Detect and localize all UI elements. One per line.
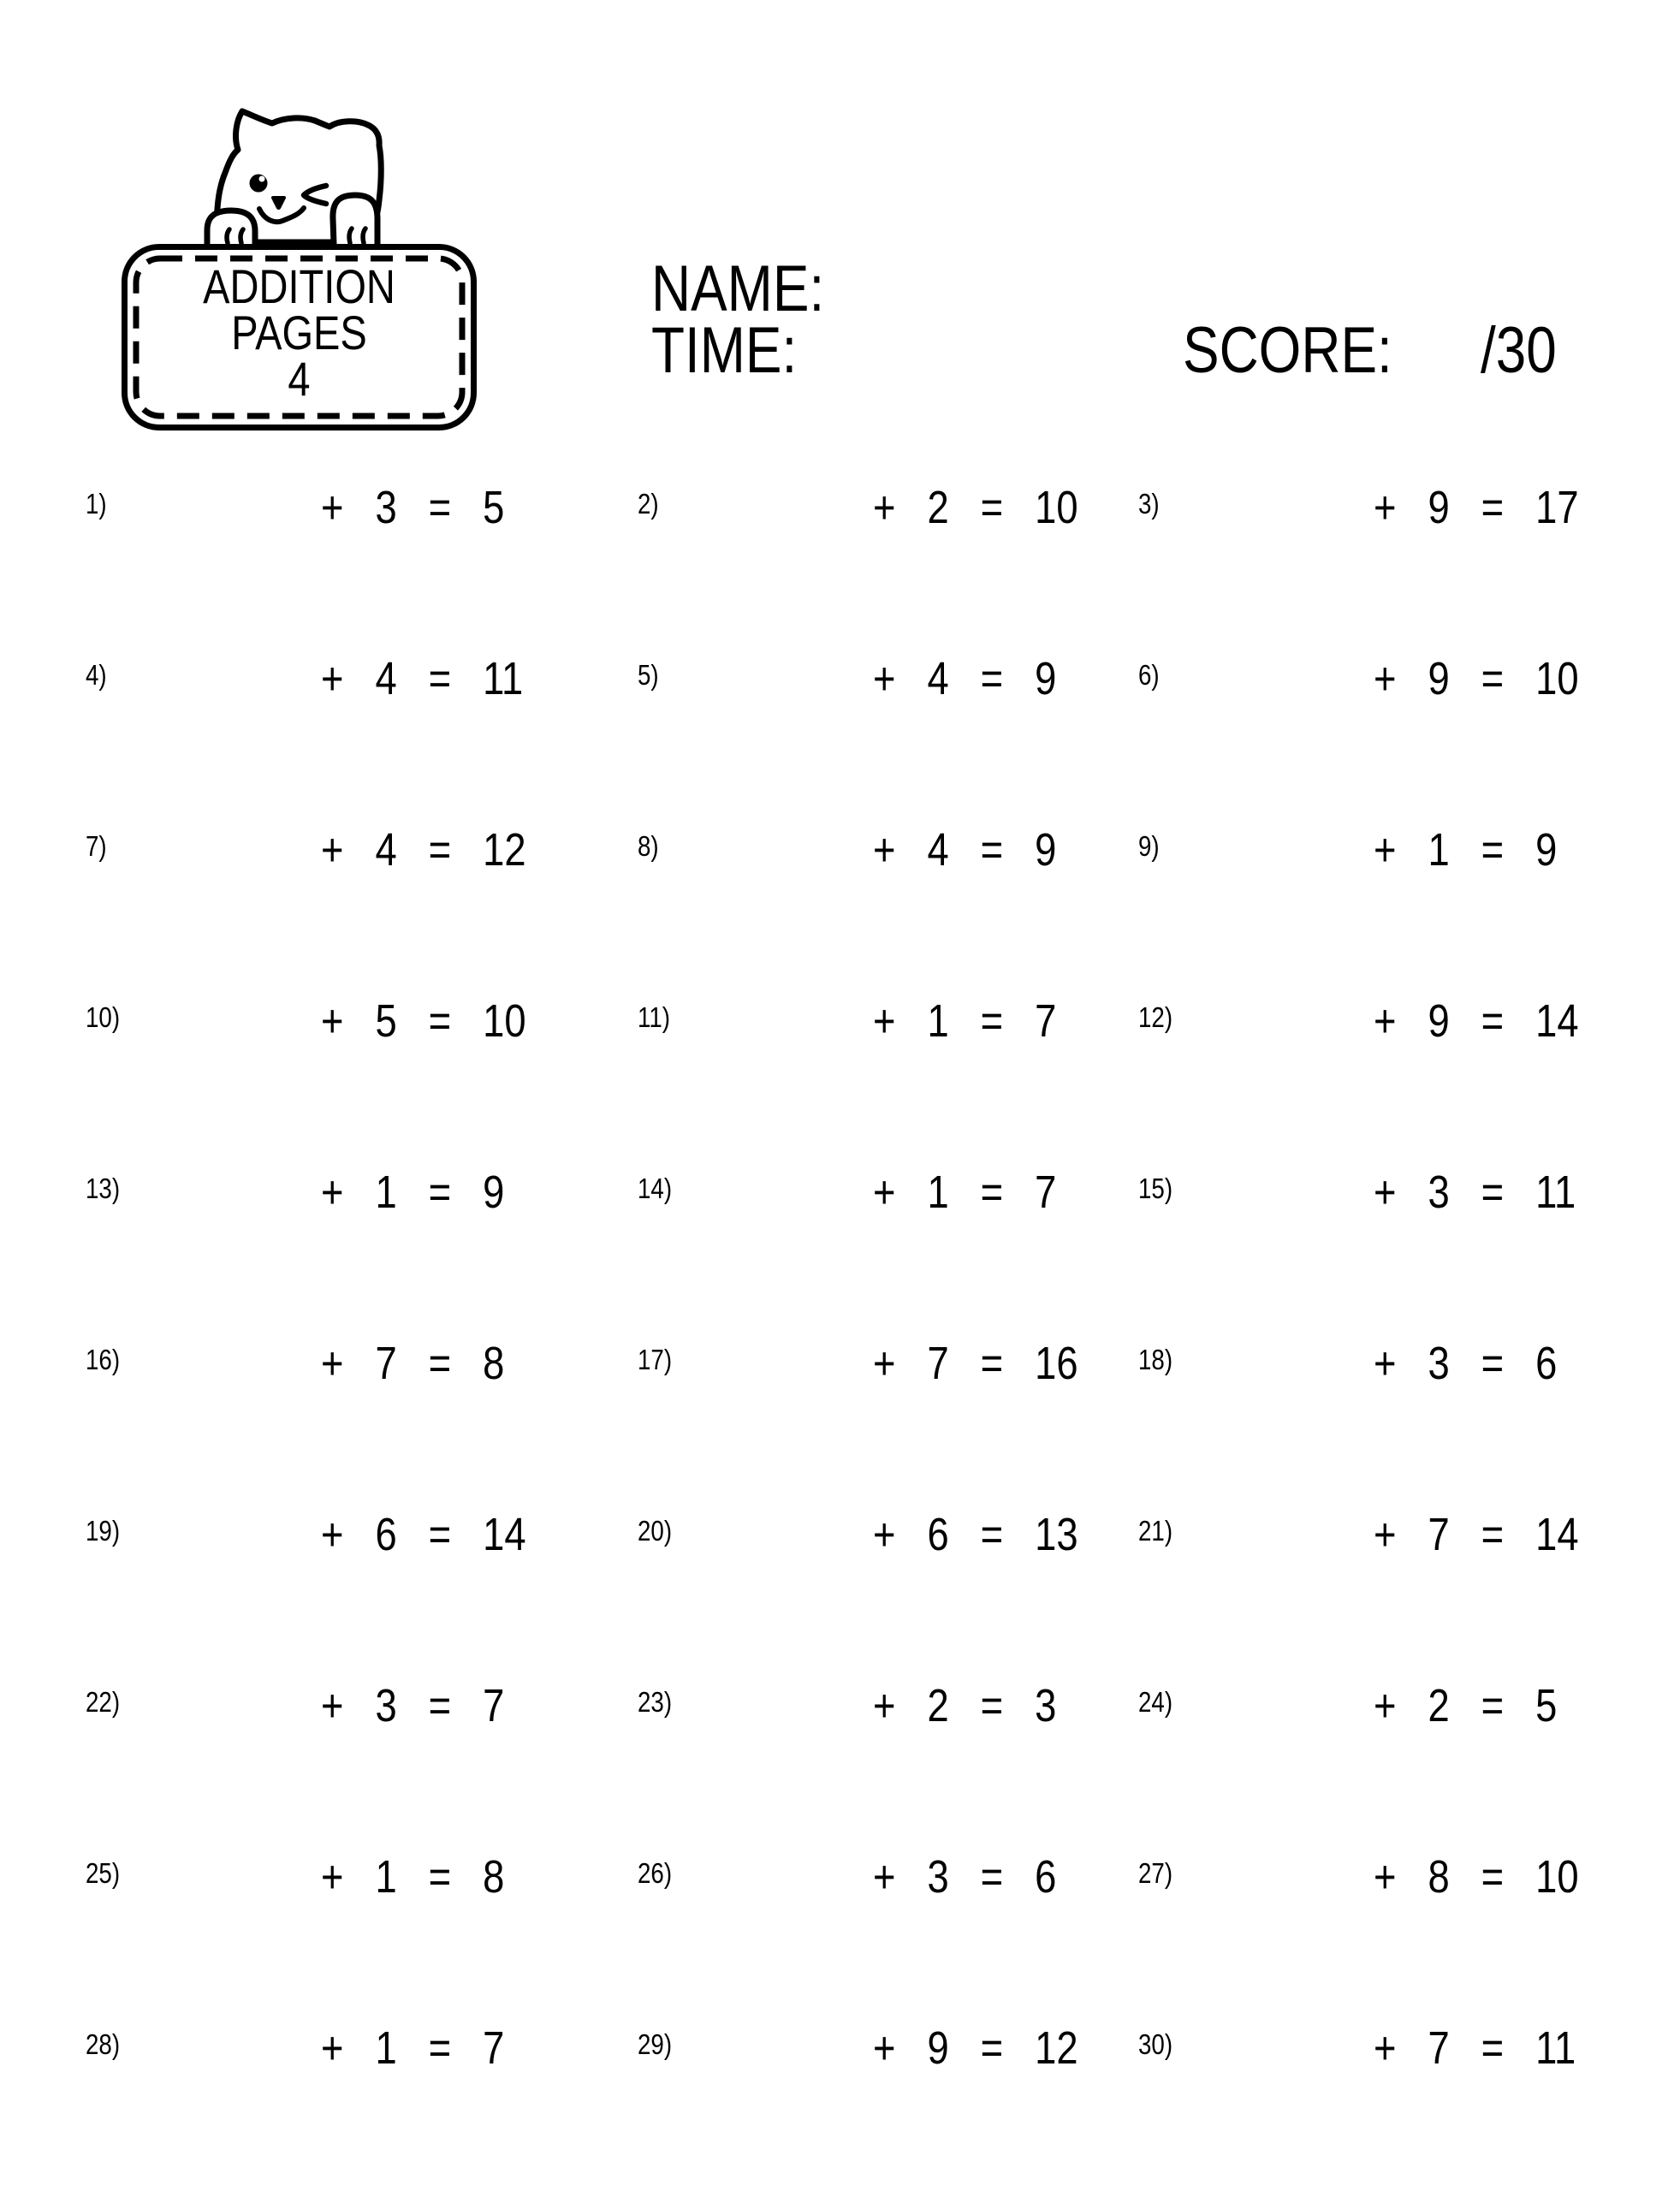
addend-value: 7 bbox=[1428, 2022, 1450, 2074]
answer-blank[interactable] bbox=[180, 998, 321, 1044]
addend-value: 1 bbox=[375, 1851, 397, 1903]
addend-value: 2 bbox=[927, 1680, 949, 1731]
problem-number-text: 30) bbox=[1138, 2028, 1173, 2060]
problem-number bbox=[1138, 1169, 1232, 1202]
problem-number bbox=[86, 2025, 180, 2058]
problem-cell bbox=[1138, 484, 1680, 656]
plus-sign: + bbox=[873, 2022, 896, 2074]
cat-eye-highlight bbox=[259, 176, 265, 182]
addend-value: 3 bbox=[1428, 1167, 1450, 1218]
addend-value: 9 bbox=[927, 2022, 949, 2074]
sum-value: 7 bbox=[483, 1680, 505, 1731]
plus-sign: + bbox=[1374, 1338, 1397, 1389]
problem-cell bbox=[638, 1169, 1138, 1340]
problem-number-text: 17) bbox=[638, 1344, 673, 1375]
problem-number-text: 28) bbox=[86, 2028, 121, 2060]
plus-sign: + bbox=[873, 995, 896, 1047]
problem-number bbox=[1138, 1511, 1232, 1545]
problem-number-text: 18) bbox=[1138, 1344, 1173, 1375]
problem-cell bbox=[1138, 653, 1680, 827]
problem-number-text: 11) bbox=[638, 1001, 671, 1033]
title-badge bbox=[122, 244, 477, 430]
problem-cell bbox=[86, 1680, 638, 1854]
equation bbox=[321, 484, 504, 531]
addend-value: 3 bbox=[927, 1851, 949, 1903]
plus-sign: + bbox=[1374, 482, 1397, 533]
problem-cell bbox=[638, 1680, 1138, 1854]
addend-value: 6 bbox=[927, 1509, 949, 1560]
problem-number-text: 24) bbox=[1138, 1686, 1173, 1718]
sum-value: 14 bbox=[1535, 995, 1579, 1047]
problem-cell bbox=[86, 824, 638, 998]
equals-sign: = bbox=[1481, 1338, 1505, 1389]
equals-sign: = bbox=[428, 824, 452, 876]
addend-value: 4 bbox=[375, 653, 397, 704]
problem-number bbox=[1138, 656, 1232, 689]
addend-value: 4 bbox=[375, 824, 397, 876]
plus-sign: + bbox=[1374, 1851, 1397, 1903]
problem-number-text: 16) bbox=[86, 1344, 121, 1375]
problem-number-text: 25) bbox=[86, 1857, 121, 1889]
plus-sign: + bbox=[1374, 1167, 1397, 1218]
equals-sign: = bbox=[1481, 995, 1505, 1047]
problem-cell bbox=[86, 995, 638, 1169]
addend-value: 3 bbox=[375, 1680, 397, 1731]
answer-blank[interactable] bbox=[1232, 2025, 1374, 2071]
problem-number-text: 20) bbox=[638, 1515, 673, 1547]
sum-value: 3 bbox=[1035, 1680, 1057, 1731]
equals-sign: = bbox=[428, 1167, 452, 1218]
problem-number bbox=[86, 998, 180, 1031]
answer-blank[interactable] bbox=[180, 1169, 321, 1215]
addend-value: 1 bbox=[927, 995, 949, 1047]
badge-title-line2: PAGES bbox=[231, 306, 367, 359]
problem-number bbox=[1138, 998, 1232, 1031]
answer-blank[interactable] bbox=[180, 656, 321, 702]
problem-number-text: 26) bbox=[638, 1857, 673, 1889]
equation bbox=[321, 1680, 505, 1731]
sum-value: 14 bbox=[1535, 1509, 1579, 1560]
sum-value: 10 bbox=[1035, 482, 1078, 533]
plus-sign: + bbox=[873, 1167, 896, 1218]
equation bbox=[321, 653, 524, 704]
problem-number-text: 23) bbox=[638, 1686, 673, 1718]
problem-number-text: 1) bbox=[86, 488, 107, 520]
problem-number-text: 6) bbox=[1138, 659, 1160, 691]
problem-number bbox=[86, 1511, 180, 1545]
problem-cell bbox=[86, 1169, 638, 1340]
addend-value: 7 bbox=[927, 1338, 949, 1389]
sum-value: 12 bbox=[1035, 2022, 1078, 2074]
problem-number bbox=[86, 1854, 180, 1887]
sum-value: 5 bbox=[1535, 1680, 1558, 1731]
answer-blank[interactable] bbox=[180, 1340, 321, 1386]
equation bbox=[873, 484, 1078, 531]
cat-left-paw bbox=[207, 211, 255, 244]
sum-value: 5 bbox=[483, 482, 505, 533]
equation bbox=[1374, 1680, 1558, 1731]
problem-number-text: 12) bbox=[1138, 1001, 1173, 1033]
problem-number bbox=[638, 1683, 732, 1716]
answer-blank[interactable] bbox=[180, 1854, 321, 1900]
equals-sign: = bbox=[428, 2022, 452, 2074]
problem-number bbox=[86, 1169, 180, 1202]
sum-value: 7 bbox=[1035, 995, 1057, 1047]
equation bbox=[1374, 484, 1579, 531]
equation bbox=[1374, 1167, 1576, 1218]
equals-sign: = bbox=[980, 2022, 1004, 2074]
addend-value: 4 bbox=[927, 824, 949, 876]
problem-cell bbox=[1138, 1680, 1680, 1854]
sum-value: 8 bbox=[483, 1338, 505, 1389]
problem-cell bbox=[638, 653, 1138, 827]
problem-number-text: 19) bbox=[86, 1515, 121, 1547]
problem-number bbox=[638, 656, 732, 689]
answer-blank[interactable] bbox=[732, 1683, 873, 1729]
plus-sign: + bbox=[1374, 653, 1397, 704]
problem-cell bbox=[1138, 1851, 1680, 2025]
addend-value: 3 bbox=[1428, 1338, 1450, 1389]
sum-value: 10 bbox=[1535, 653, 1579, 704]
equation bbox=[1374, 995, 1579, 1047]
problem-cell bbox=[638, 484, 1138, 656]
plus-sign: + bbox=[873, 653, 896, 704]
equation bbox=[1374, 1338, 1558, 1389]
equation bbox=[873, 1680, 1057, 1731]
problem-number bbox=[638, 998, 732, 1031]
problem-cell bbox=[86, 1511, 638, 1683]
badge-title-line1: ADDITION bbox=[203, 259, 395, 313]
equation bbox=[321, 824, 526, 876]
problem-number bbox=[1138, 1854, 1232, 1887]
sum-value: 7 bbox=[483, 2022, 505, 2074]
addend-value: 1 bbox=[1428, 824, 1450, 876]
addend-value: 7 bbox=[375, 1338, 397, 1389]
answer-blank[interactable] bbox=[1232, 484, 1374, 531]
sum-value: 6 bbox=[1035, 1851, 1057, 1903]
problem-number-text: 29) bbox=[638, 2028, 673, 2060]
plus-sign: + bbox=[1374, 1680, 1397, 1731]
problem-cell bbox=[638, 824, 1138, 998]
equation bbox=[1374, 1851, 1579, 1903]
addend-value: 9 bbox=[1428, 653, 1450, 704]
problem-cell bbox=[638, 1851, 1138, 2025]
problem-number-text: 3) bbox=[1138, 488, 1160, 520]
winking-cat-illustration bbox=[193, 75, 407, 244]
equation bbox=[321, 1511, 526, 1558]
plus-sign: + bbox=[321, 653, 344, 704]
problem-number bbox=[1138, 2025, 1232, 2058]
equals-sign: = bbox=[1481, 2022, 1505, 2074]
problem-number-text: 21) bbox=[1138, 1515, 1173, 1547]
cat-right-paw bbox=[333, 195, 377, 244]
equals-sign: = bbox=[428, 995, 452, 1047]
equation bbox=[1374, 1511, 1579, 1558]
plus-sign: + bbox=[1374, 995, 1397, 1047]
problem-number-text: 4) bbox=[86, 659, 107, 691]
problems-grid bbox=[86, 484, 1680, 2191]
plus-sign: + bbox=[1374, 1509, 1397, 1560]
equals-sign: = bbox=[428, 1851, 452, 1903]
equation bbox=[873, 1338, 1078, 1389]
sum-value: 8 bbox=[483, 1851, 505, 1903]
sum-value: 11 bbox=[483, 653, 524, 704]
equation bbox=[321, 1851, 505, 1903]
sum-value: 13 bbox=[1035, 1509, 1078, 1560]
answer-blank[interactable] bbox=[1232, 998, 1374, 1044]
problem-cell bbox=[638, 1511, 1138, 1683]
answer-blank[interactable] bbox=[1232, 1683, 1374, 1729]
plus-sign: + bbox=[321, 1509, 344, 1560]
answer-blank[interactable] bbox=[732, 656, 873, 702]
problem-number-text: 15) bbox=[1138, 1173, 1173, 1204]
problem-number bbox=[638, 1511, 732, 1545]
addend-value: 2 bbox=[1428, 1680, 1450, 1731]
answer-blank[interactable] bbox=[732, 827, 873, 873]
problem-number-text: 5) bbox=[638, 659, 659, 691]
plus-sign: + bbox=[873, 482, 896, 533]
score-total: /30 bbox=[1481, 314, 1557, 387]
answer-blank[interactable] bbox=[732, 1169, 873, 1215]
addend-value: 1 bbox=[927, 1167, 949, 1218]
sum-value: 11 bbox=[1535, 2022, 1576, 2074]
problem-number-text: 13) bbox=[86, 1173, 121, 1204]
equation bbox=[321, 995, 526, 1047]
plus-sign: + bbox=[873, 824, 896, 876]
plus-sign: + bbox=[1374, 2022, 1397, 2074]
equation bbox=[873, 1167, 1057, 1218]
problem-cell bbox=[1138, 824, 1680, 998]
problem-number bbox=[638, 484, 732, 518]
badge-title bbox=[155, 259, 443, 406]
problem-number bbox=[638, 1854, 732, 1887]
equals-sign: = bbox=[428, 482, 452, 533]
answer-blank[interactable] bbox=[1232, 1511, 1374, 1558]
time-label: TIME: bbox=[651, 314, 798, 387]
problem-number-text: 7) bbox=[86, 830, 107, 862]
problem-number bbox=[86, 484, 180, 518]
plus-sign: + bbox=[321, 995, 344, 1047]
problem-number bbox=[1138, 484, 1232, 518]
addend-value: 9 bbox=[1428, 995, 1450, 1047]
equals-sign: = bbox=[980, 653, 1004, 704]
problem-number-text: 10) bbox=[86, 1001, 121, 1033]
addend-value: 4 bbox=[927, 653, 949, 704]
equation bbox=[873, 653, 1057, 704]
problem-number bbox=[86, 827, 180, 860]
problem-number bbox=[1138, 1683, 1232, 1716]
cat-open-eye bbox=[250, 175, 268, 193]
sum-value: 7 bbox=[1035, 1167, 1057, 1218]
addend-value: 1 bbox=[375, 1167, 397, 1218]
problem-number bbox=[638, 827, 732, 860]
problem-number-text: 27) bbox=[1138, 1857, 1173, 1889]
plus-sign: + bbox=[1374, 824, 1397, 876]
equation bbox=[873, 2022, 1078, 2074]
equals-sign: = bbox=[1481, 1509, 1505, 1560]
equation bbox=[873, 995, 1057, 1047]
equation bbox=[321, 2022, 505, 2074]
answer-blank[interactable] bbox=[732, 1854, 873, 1900]
problem-number bbox=[86, 656, 180, 689]
plus-sign: + bbox=[873, 1509, 896, 1560]
plus-sign: + bbox=[321, 2022, 344, 2074]
sum-value: 17 bbox=[1535, 482, 1579, 533]
problem-cell bbox=[638, 995, 1138, 1169]
answer-blank[interactable] bbox=[180, 2025, 321, 2071]
problem-cell bbox=[86, 1851, 638, 2025]
problem-number bbox=[638, 1340, 732, 1374]
problem-cell bbox=[1138, 1511, 1680, 1683]
equation bbox=[873, 1511, 1078, 1558]
addend-value: 3 bbox=[375, 482, 397, 533]
addend-value: 5 bbox=[375, 995, 397, 1047]
sum-value: 12 bbox=[483, 824, 526, 876]
equals-sign: = bbox=[980, 1167, 1004, 1218]
answer-blank[interactable] bbox=[732, 1340, 873, 1386]
answer-blank[interactable] bbox=[732, 484, 873, 531]
problem-cell bbox=[86, 1340, 638, 1511]
equals-sign: = bbox=[980, 482, 1004, 533]
problem-cell bbox=[86, 484, 638, 656]
problem-number bbox=[86, 1683, 180, 1716]
score-label: SCORE: bbox=[1183, 314, 1392, 387]
problem-number-text: 9) bbox=[1138, 830, 1160, 862]
problem-number-text: 8) bbox=[638, 830, 659, 862]
plus-sign: + bbox=[873, 1338, 896, 1389]
addend-value: 1 bbox=[375, 2022, 397, 2074]
badge-title-line3: 4 bbox=[288, 352, 311, 406]
equals-sign: = bbox=[1481, 482, 1505, 533]
equals-sign: = bbox=[980, 1851, 1004, 1903]
problem-number bbox=[86, 1340, 180, 1374]
sum-value: 11 bbox=[1535, 1167, 1576, 1218]
equals-sign: = bbox=[980, 1680, 1004, 1731]
problem-cell bbox=[1138, 995, 1680, 1169]
plus-sign: + bbox=[873, 1680, 896, 1731]
plus-sign: + bbox=[321, 1680, 344, 1731]
answer-blank[interactable] bbox=[180, 827, 321, 873]
answer-blank[interactable] bbox=[1232, 1854, 1374, 1900]
answer-blank[interactable] bbox=[180, 484, 321, 531]
problem-number bbox=[638, 2025, 732, 2058]
answer-blank[interactable] bbox=[180, 1511, 321, 1558]
addend-value: 9 bbox=[1428, 482, 1450, 533]
name-label: NAME: bbox=[651, 252, 825, 325]
answer-blank[interactable] bbox=[180, 1683, 321, 1729]
problem-number bbox=[1138, 827, 1232, 860]
equation bbox=[873, 1851, 1057, 1903]
addend-value: 8 bbox=[1428, 1851, 1450, 1903]
equation bbox=[1374, 824, 1558, 876]
plus-sign: + bbox=[321, 1851, 344, 1903]
problem-cell bbox=[86, 653, 638, 827]
answer-blank[interactable] bbox=[1232, 656, 1374, 702]
problem-number bbox=[638, 1169, 732, 1202]
equation bbox=[1374, 653, 1579, 704]
addend-value: 2 bbox=[927, 482, 949, 533]
sum-value: 16 bbox=[1035, 1338, 1078, 1389]
sum-value: 6 bbox=[1535, 1338, 1558, 1389]
equals-sign: = bbox=[1481, 653, 1505, 704]
equals-sign: = bbox=[428, 1509, 452, 1560]
answer-blank[interactable] bbox=[732, 998, 873, 1044]
problem-number-text: 2) bbox=[638, 488, 659, 520]
answer-blank[interactable] bbox=[732, 1511, 873, 1558]
problem-cell bbox=[1138, 1340, 1680, 1511]
sum-value: 10 bbox=[1535, 1851, 1579, 1903]
addend-value: 6 bbox=[375, 1509, 397, 1560]
addend-value: 7 bbox=[1428, 1509, 1450, 1560]
sum-value: 9 bbox=[1535, 824, 1558, 876]
problem-cell bbox=[638, 1340, 1138, 1511]
equals-sign: = bbox=[980, 995, 1004, 1047]
equation bbox=[321, 1167, 505, 1218]
plus-sign: + bbox=[873, 1851, 896, 1903]
sum-value: 9 bbox=[1035, 653, 1057, 704]
equals-sign: = bbox=[980, 1338, 1004, 1389]
equals-sign: = bbox=[1481, 1851, 1505, 1903]
equation bbox=[321, 1338, 505, 1389]
sum-value: 14 bbox=[483, 1509, 526, 1560]
sum-value: 9 bbox=[483, 1167, 505, 1218]
plus-sign: + bbox=[321, 1338, 344, 1389]
equation bbox=[1374, 2022, 1576, 2074]
problem-cell bbox=[638, 2022, 1138, 2191]
equals-sign: = bbox=[980, 1509, 1004, 1560]
plus-sign: + bbox=[321, 482, 344, 533]
equals-sign: = bbox=[980, 824, 1004, 876]
problem-number bbox=[1138, 1340, 1232, 1374]
sum-value: 9 bbox=[1035, 824, 1057, 876]
answer-blank[interactable] bbox=[1232, 1169, 1374, 1215]
problem-cell bbox=[1138, 2022, 1680, 2191]
problem-cell bbox=[86, 2022, 638, 2191]
problem-number-text: 14) bbox=[638, 1173, 673, 1204]
equals-sign: = bbox=[428, 1338, 452, 1389]
equals-sign: = bbox=[428, 653, 452, 704]
sum-value: 10 bbox=[483, 995, 526, 1047]
equals-sign: = bbox=[1481, 1680, 1505, 1731]
equals-sign: = bbox=[1481, 824, 1505, 876]
equals-sign: = bbox=[428, 1680, 452, 1731]
answer-blank[interactable] bbox=[732, 2025, 873, 2071]
problem-cell bbox=[1138, 1169, 1680, 1340]
answer-blank[interactable] bbox=[1232, 827, 1374, 873]
plus-sign: + bbox=[321, 824, 344, 876]
equals-sign: = bbox=[1481, 1167, 1505, 1218]
plus-sign: + bbox=[321, 1167, 344, 1218]
answer-blank[interactable] bbox=[1232, 1340, 1374, 1386]
problem-number-text: 22) bbox=[86, 1686, 121, 1718]
equation bbox=[873, 824, 1057, 876]
